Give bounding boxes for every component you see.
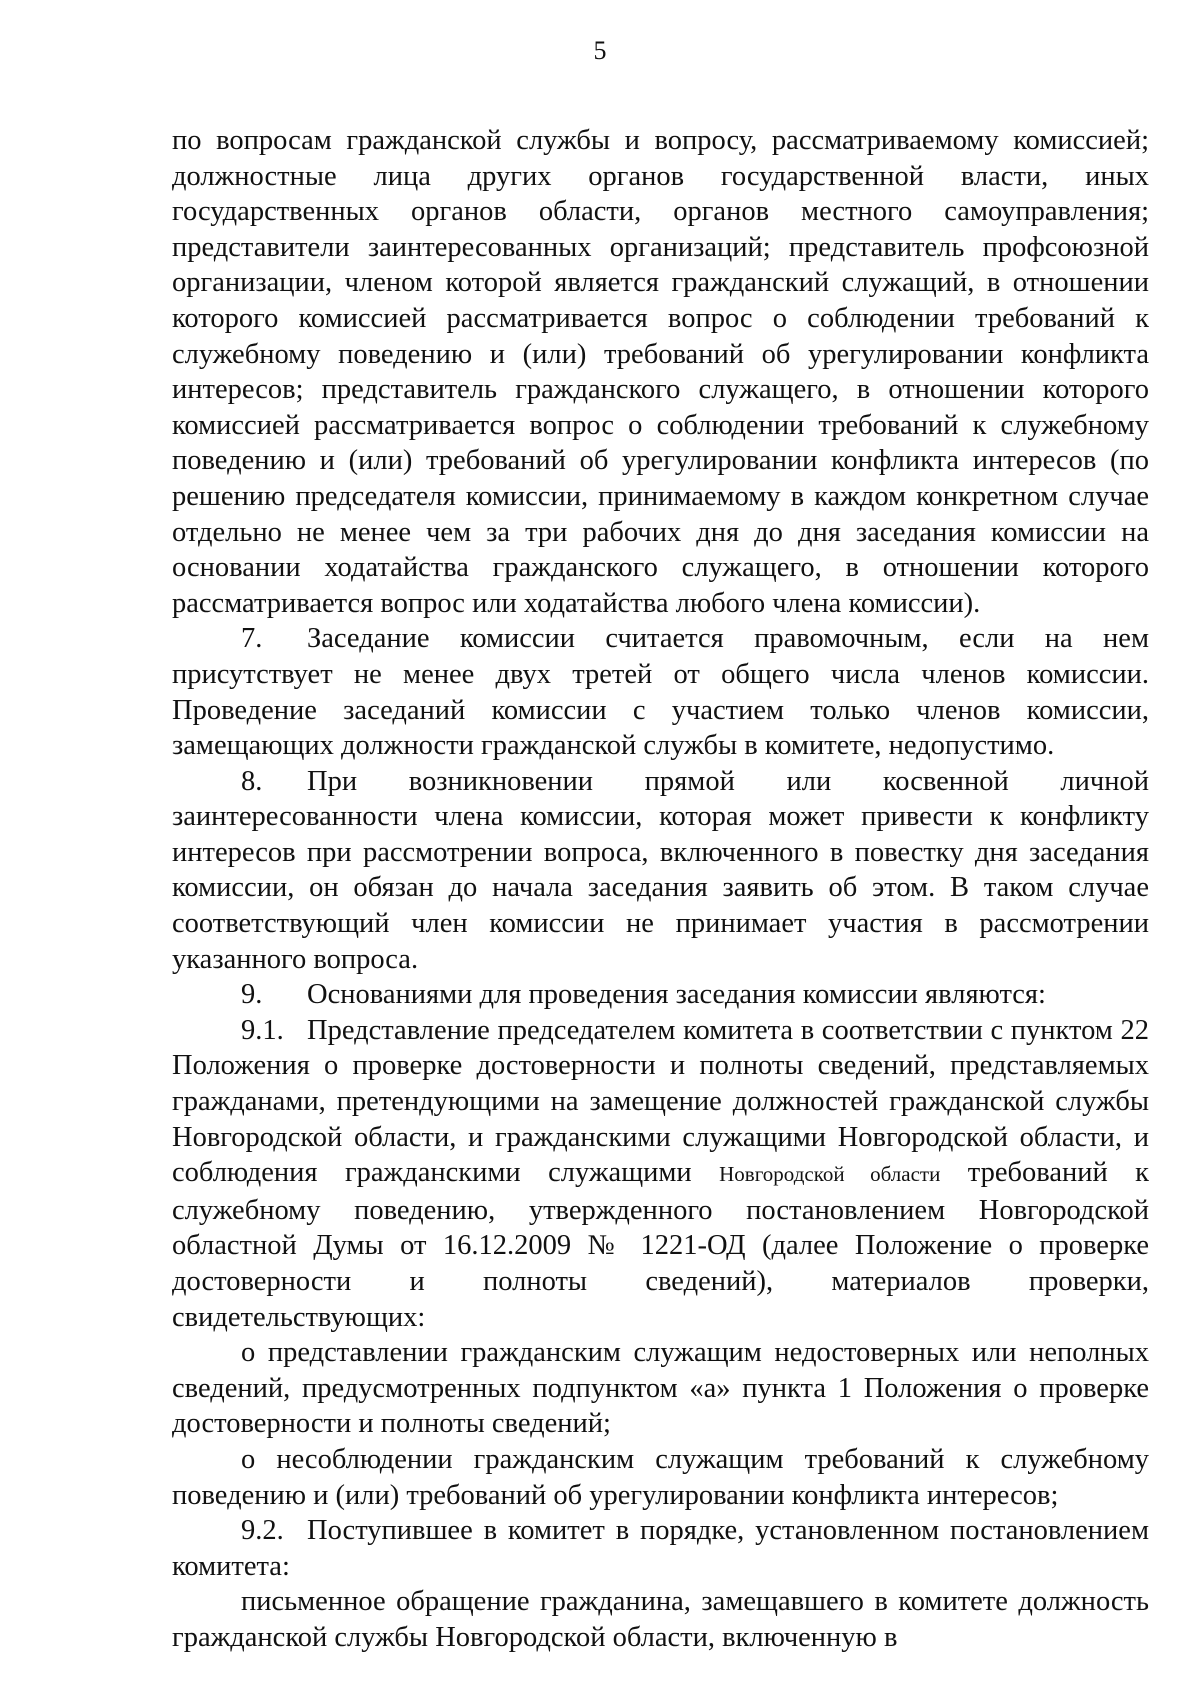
document-body <box>172 123 1149 1656</box>
paragraph-number: 7. <box>241 623 263 655</box>
paragraph-text: Заседание комиссии считается правомочным, если на нем присутствует не менее двух третей от общего числа членов комиссии. Проведение заседаний комиссии с участием только членов комиссии, замещающих должности гражданской службы в комитете, недопустимо. <box>172 623 1149 762</box>
subitem-9-1-a: о представлении гражданским служащим недостоверных или неполных сведений, предусмотренных подпунктом «а» пункта 1 Положения о проверке достоверности и полноты сведений; <box>172 1337 1149 1440</box>
paragraph-text: Представление председателем комитета в соответствии с пунктом 22 Положения о проверке достоверности и полноты сведений, представляемых гражданами, претендующими на замещение должностей гражданской службы Новгородской области, и гражданскими служащими Новгородской области, и соблюдения гражданскими служащими <box>172 1014 1149 1189</box>
paragraph-continuation: по вопросам гражданской службы и вопросу, рассматриваемому комиссией; должностные лица других органов государственной власти, иных государственных органов области, органов местного самоуправления; представители заинтересованных организаций; представитель профсоюзной организации, членом которой является гражданский служащий, в отношении которого комиссией рассматривается вопрос о соблюдении требований к служебному поведению и (или) требований об урегулировании конфликта интересов; представитель гражданского служащего, в отношении которого комиссией рассматривается вопрос о соблюдении требований к служебному поведению и (или) требований об урегулировании конфликта интересов (по решению председателя комиссии, принимаемому в каждом конкретном случае отдельно не менее чем за три рабочих дня до дня заседания комиссии на основании ходатайства гражданского служащего, в отношении которого рассматривается вопрос или ходатайства любого члена комиссии). <box>172 125 1149 619</box>
paragraph-number: 8. <box>241 765 263 797</box>
subitem-9-2-a: письменное обращение гражданина, замещавшего в комитете должность гражданской службы Новгородской области, включенную в <box>172 1586 1149 1653</box>
subitem-9-1-b: о несоблюдении гражданским служащим требований к служебному поведению и (или) требований об урегулировании конфликта интересов; <box>172 1443 1149 1511</box>
paragraph-text: Поступившее в комитет в порядке, установленном постановлением комитета: <box>172 1515 1149 1582</box>
paragraph-9 <box>172 977 1149 1013</box>
paragraph-8 <box>172 764 1149 978</box>
paragraph-7 <box>172 621 1149 763</box>
paragraph-number: 9.2. <box>241 1515 284 1547</box>
paragraph-number: 9.1. <box>241 1014 284 1046</box>
paragraph-9-2 <box>172 1513 1149 1584</box>
paragraph-text: При возникновении прямой или косвенной личной заинтересованности члена комиссии, которая может привести к конфликту интересов при рассмотрении вопроса, включенного в повестку дня заседания комиссии, он обязан до начала заседания заявить об этом. В таком случае соответствующий член комиссии не принимает участия в рассмотрении указанного вопроса. <box>172 765 1149 975</box>
paragraph-text: требований к служебному поведению, утвержденного постановлением Новгородской областной Думы от 16.12.2009 № 1221-ОД (далее Положение о проверке достоверности и полноты сведений), материалов проверки, свидетельствующих: <box>172 1157 1150 1333</box>
paragraph-number: 9. <box>241 979 263 1011</box>
paragraph-text: Основаниями для проведения заседания комиссии являются: <box>307 979 1046 1011</box>
paragraph-text-small: Новгородской области <box>719 1162 941 1187</box>
paragraph-9-1 <box>172 1013 1149 1335</box>
page-number: 5 <box>593 36 607 65</box>
